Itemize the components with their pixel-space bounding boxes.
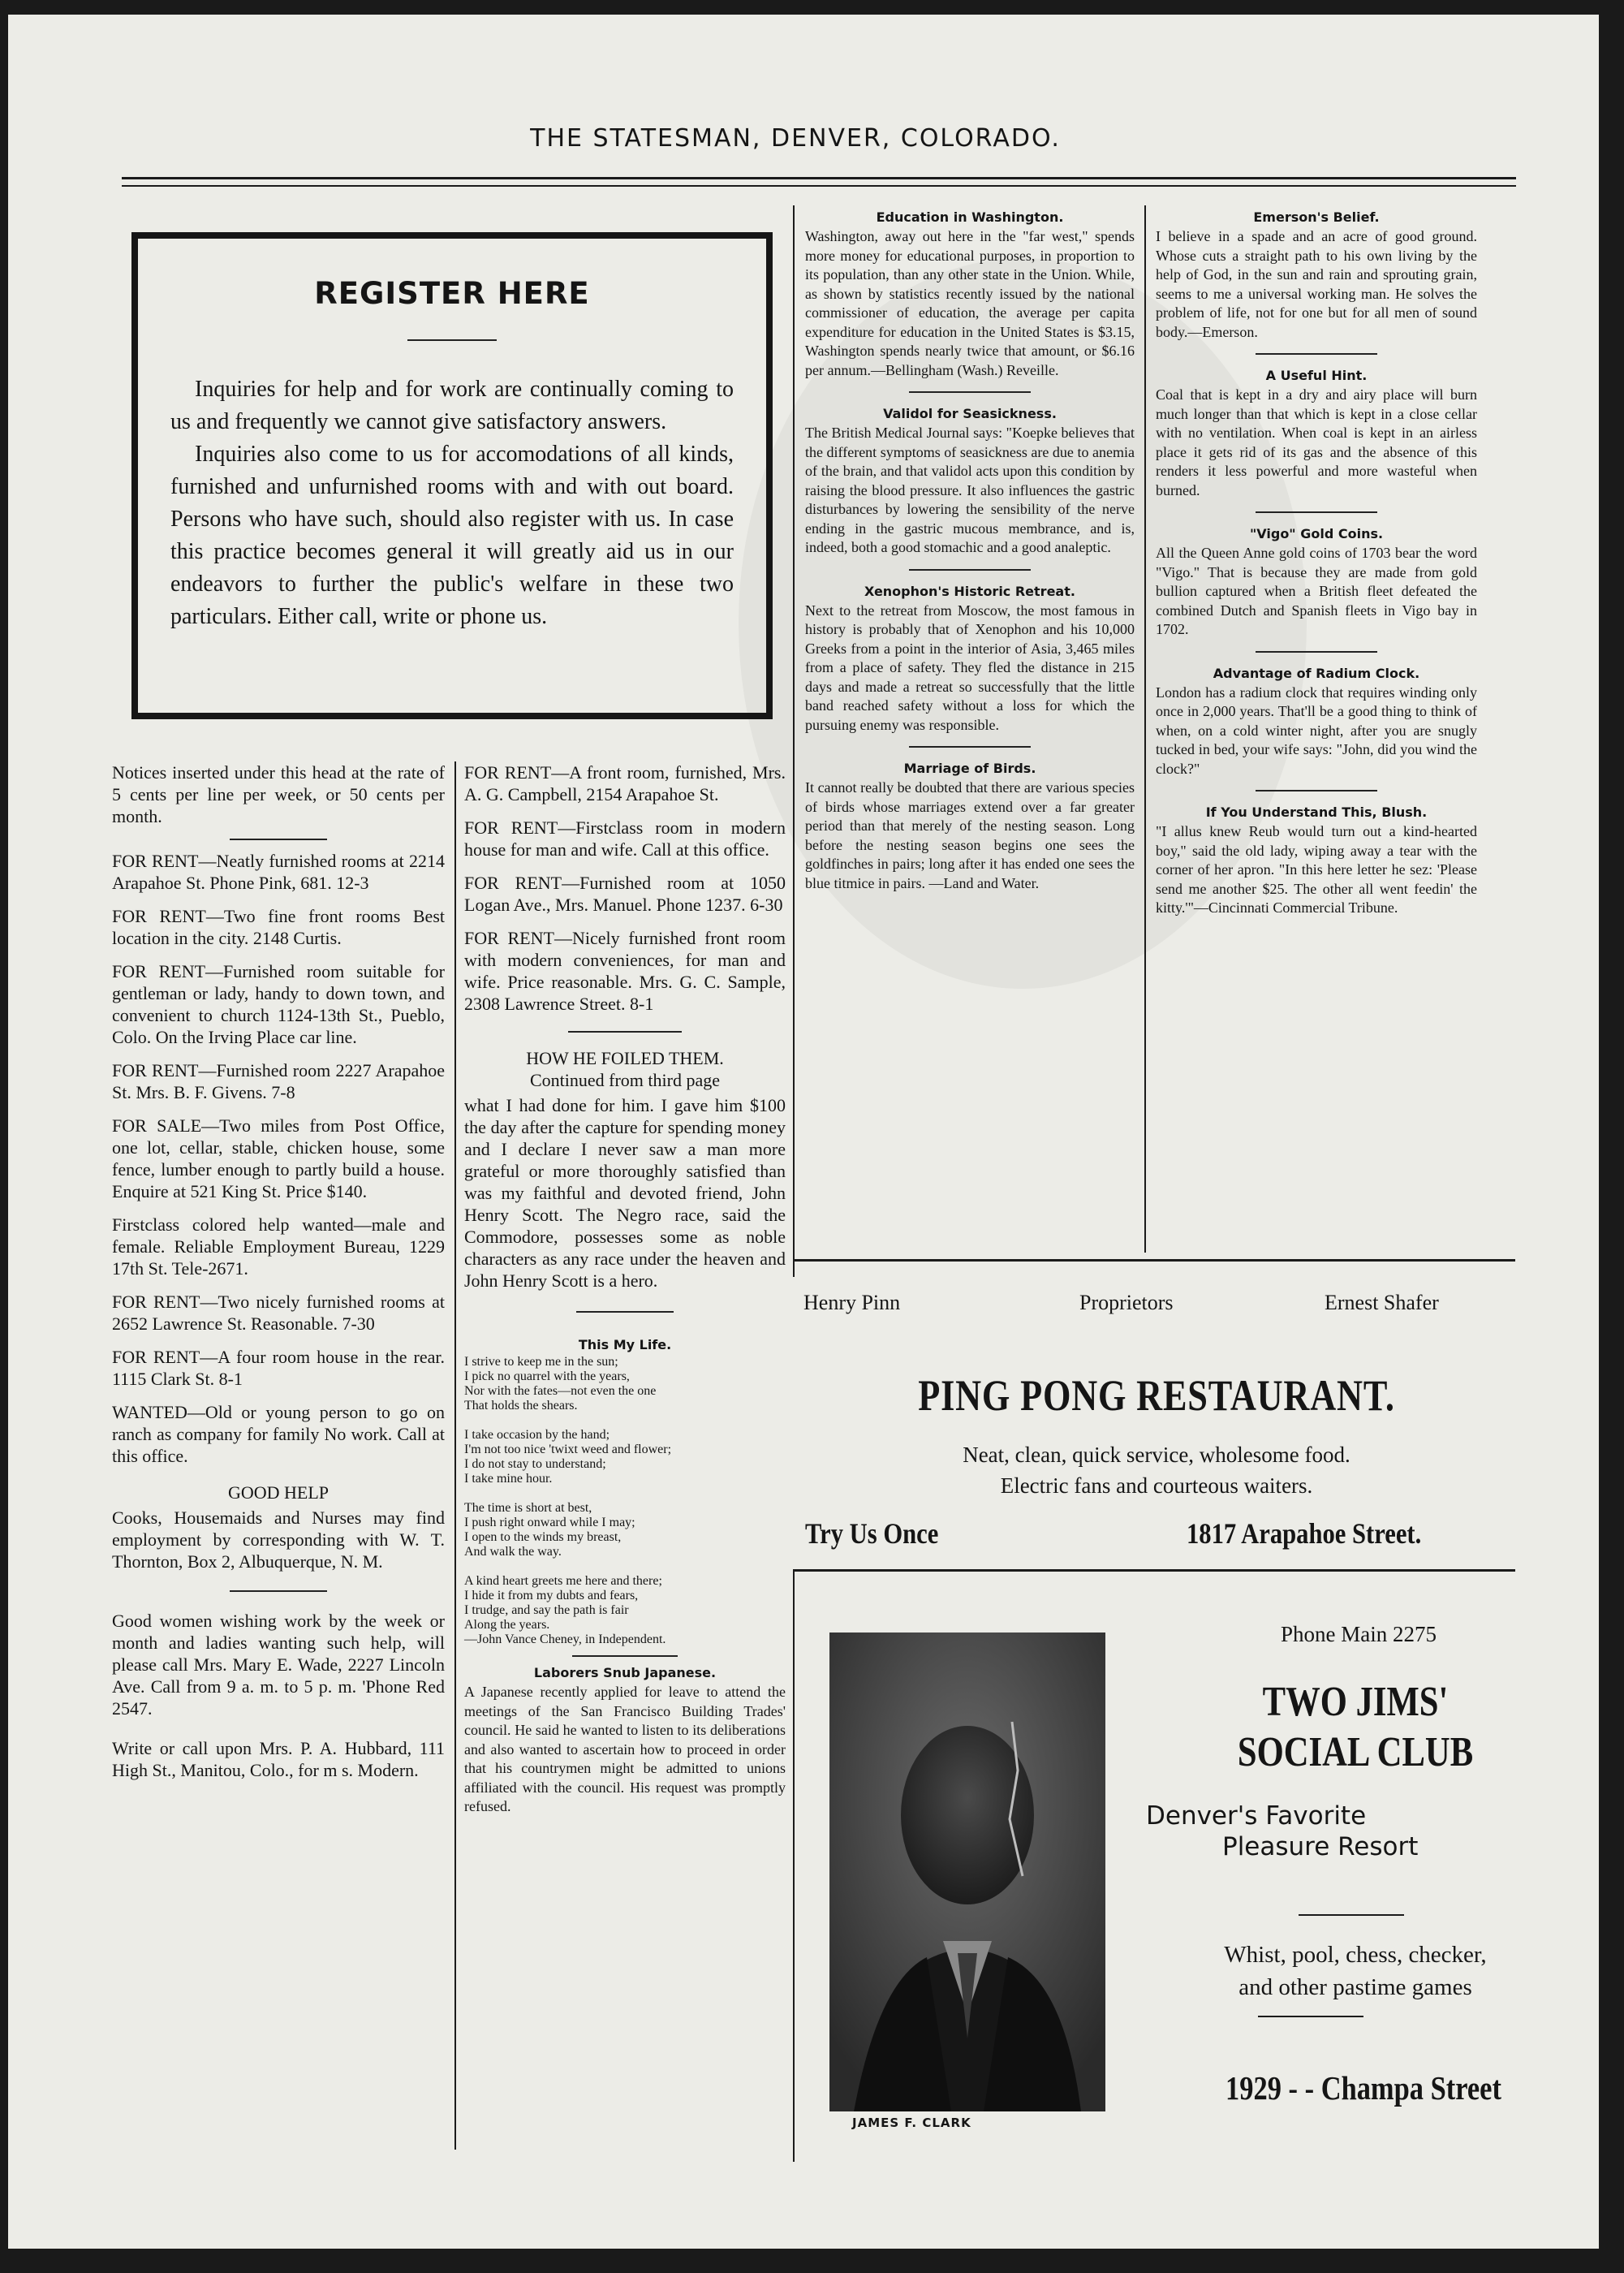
ad-divider-rule — [793, 1569, 1515, 1572]
article-text: Next to the retreat from Moscow, the most famous in history is probably that of Xenophon and his 10,000 Greeks from a point in the interior of Asia, 3,465 miles from a place of safety. They fled the distance in 215 days and made a retreat so successfully that the little band reached safety without a loss for which the pursuing enemy was responsible. — [805, 602, 1135, 733]
ping-pong-try: Try Us Once — [805, 1517, 939, 1550]
register-title: REGISTER HERE — [314, 276, 590, 311]
separator — [572, 1655, 678, 1657]
ping-pong-description — [803, 1439, 1510, 1501]
photo-caption: JAMES F. CLARK — [852, 2116, 971, 2130]
column-divider-lower — [793, 1569, 795, 2162]
article-title: If You Understand This, Blush. — [1205, 804, 1428, 820]
ping-pong-title: PING PONG RESTAURANT. — [918, 1371, 1395, 1420]
separator — [1256, 511, 1377, 513]
classified-item: FOR RENT—Furnished room at 1050 Logan Ave., Mrs. Manuel. Phone 1237. 6-30 — [464, 873, 786, 915]
club-title — [1169, 1677, 1541, 1778]
article-text: Washington, away out here in the "far west," spends more money for educational purposes, in proportion to its population, than any other state in the Union. While, as shown by statistics recently issued by the national commissioner of education, the average per capita expenditure for education in the United States is $3.15, Washington spends nearly twice that amount, or $6.16 per annum.—Bellingham (Wash.) Reveille. — [805, 228, 1135, 378]
classified-item: FOR RENT—Firstclass room in modern house for man and wife. Call at this office. — [464, 817, 786, 860]
article-text: All the Queen Anne gold coins of 1703 bear the word "Vigo." That is because they are made from gold bullion captured when a British fleet defeated the combined Dutch and Spanish fleets in Vigo bay in 1702. — [1156, 545, 1477, 637]
club-subtitle-line-1: Denver's Favorite — [1146, 1801, 1367, 1831]
ping-pong-address: 1817 Arapahoe Street. — [1187, 1517, 1422, 1550]
club-title-line-1: TWO JIMS' — [1262, 1679, 1449, 1725]
article-text: Coal that is kept in a dry and airy place will burn much longer than that which is kept in a close cellar with no ventilation. When coal is kept in an airless place it gets rid of its gas and the absence of this renders it less powerful and more wasteful when burned. — [1156, 386, 1477, 498]
ad-top-rule — [793, 1259, 1515, 1262]
article-title: "Vigo" Gold Coins. — [1249, 526, 1384, 541]
laborers-text: A Japanese recently applied for leave to attend the meetings of the San Francisco Building Trades' council. He said he wanted to listen to its deliberations and also wanted to ascertain how to proceed in order that his countrymen might be admitted to unions affiliated with the council. His request was promptly refused. — [464, 1684, 786, 1814]
separator — [1256, 353, 1377, 355]
club-rule — [1299, 1914, 1404, 1916]
article-text: It cannot really be doubted that there are various species of birds whose marriages extend over a far greater period than that merely of the nesting season. Long before the nesting season begins one sees the goldfinches in pairs; long after it has ended one sees the blue titmice in pairs. —Land and Water. — [805, 779, 1135, 891]
article-title: Validol for Seasickness. — [883, 406, 1057, 421]
separator — [909, 569, 1031, 571]
club-phone: Phone Main 2275 — [1281, 1622, 1437, 1646]
separator — [1256, 651, 1377, 653]
separator — [576, 1311, 674, 1313]
news-column-3 — [805, 209, 1135, 893]
register-paragraph-1: Inquiries for help and for work are continually coming to us and frequently we cannot give satisfactory answers. — [170, 377, 734, 434]
classified-item: Firstclass colored help wanted—male and female. Reliable Employment Bureau, 1229 17th St. Tele-2671. — [112, 1214, 445, 1279]
article-title: Education in Washington. — [876, 209, 1064, 225]
ping-pong-line-1: Neat, clean, quick service, wholesome food. — [963, 1443, 1350, 1467]
poem-title: This My Life. — [578, 1337, 672, 1352]
register-paragraph-2: Inquiries also come to us for accomodations of all kinds, furnished and unfurnished rooms with and with out board. Persons who have such, should also register with us. In case this practice becomes general it will greatly aid us in our endeavors to further the public's welfare in these two particulars. Either call, write or phone us. — [170, 442, 734, 629]
news-column-4 — [1156, 209, 1477, 918]
club-games — [1128, 1939, 1583, 2003]
classified-item: FOR RENT—A front room, furnished, Mrs. A. G. Campbell, 2154 Arapahoe St. — [464, 762, 786, 804]
register-rule — [407, 339, 497, 341]
article-text: "I allus knew Reub would turn out a kind-hearted boy," said the old lady, wiping away a tear with the corner of her apron. "In this here letter he sez: 'Please send me another $25. The other all went feedin' the kitty.'"—Cincinnati Commercial Tribune. — [1156, 823, 1477, 916]
separator — [230, 839, 327, 840]
club-games-line-1: Whist, pool, chess, checker, — [1224, 1942, 1487, 1968]
good-help-text: Cooks, Housemaids and Nurses may find employment by corresponding with W. T. Thornton, Box 2, Albuquerque, N. M. — [112, 1507, 445, 1572]
article-title: Emerson's Belief. — [1253, 209, 1380, 225]
ad-role: Proprietors — [1079, 1291, 1174, 1314]
club-subtitle-line-2: Pleasure Resort — [1222, 1832, 1419, 1861]
separator — [909, 391, 1031, 393]
laborers-title: Laborers Snub Japanese. — [533, 1665, 717, 1680]
article-text: London has a radium clock that requires winding only once in 2,000 years. That'll be a good thing to think of when, on a cold winter night, after you are snugly tucked in bed, your wife says: "John, did you wind the clock?" — [1156, 684, 1477, 777]
write-or-call-text: Write or call upon Mrs. P. A. Hubbard, 111 High St., Manitou, Colo., for m s. Modern. — [112, 1738, 445, 1780]
separator — [230, 1590, 327, 1592]
club-address: 1929 - - Champa Street — [1226, 2069, 1501, 2107]
article-title: Marriage of Birds. — [903, 761, 1036, 776]
classifieds-column-mid — [464, 761, 786, 1817]
classified-item: WANTED—Old or young person to go on ranch as company for family No work. Call at this office. — [112, 1402, 445, 1466]
classified-item: FOR SALE—Two miles from Post Office, one lot, cellar, stable, chicken house, some fence, lumber enough to partly build a house. Enquire at 521 King St. Price $140. — [112, 1115, 445, 1201]
ping-pong-line-2: Electric fans and courteous waiters. — [1000, 1473, 1313, 1498]
column-divider-right — [1144, 205, 1146, 1253]
register-here-box — [131, 232, 773, 719]
article-title: A Useful Hint. — [1265, 368, 1368, 383]
foiled-title: HOW HE FOILED THEM. — [526, 1048, 724, 1068]
column-divider-left — [454, 761, 456, 2150]
article-title: Xenophon's Historic Retreat. — [864, 583, 1075, 599]
masthead: THE STATESMAN, DENVER, COLORADO. — [530, 124, 1061, 153]
classified-item: FOR RENT—Furnished room 2227 Arapahoe St. Mrs. B. F. Givens. 7-8 — [112, 1060, 445, 1102]
masthead-rule — [122, 177, 1516, 179]
classified-item: FOR RENT—Neatly furnished rooms at 2214 Arapahoe St. Phone Pink, 681. 12-3 — [112, 851, 445, 893]
foiled-subtitle: Continued from third page — [529, 1070, 720, 1090]
good-help-title: GOOD HELP — [227, 1482, 330, 1503]
column-divider-main — [793, 205, 795, 1277]
separator — [1256, 790, 1377, 791]
ad-owner-1: Henry Pinn — [803, 1291, 901, 1314]
classified-item: FOR RENT—Furnished room suitable for gentleman or lady, handy to down town, and convenient to church 1124-13th St., Pueblo, Colo. On the Irving Place car line. — [112, 961, 445, 1047]
newspaper-page — [8, 15, 1599, 2249]
classified-item: FOR RENT—Two nicely furnished rooms at 2652 Lawrence St. Reasonable. 7-30 — [112, 1292, 445, 1334]
masthead-rule-2 — [122, 185, 1516, 187]
club-title-line-2: SOCIAL CLUB — [1237, 1729, 1474, 1775]
article-title: Advantage of Radium Clock. — [1213, 665, 1420, 681]
separator — [568, 1031, 682, 1033]
classified-item: FOR RENT—Two fine front rooms Best location in the city. 2148 Curtis. — [112, 906, 445, 948]
portrait-photo — [829, 1633, 1105, 2111]
article-text: The British Medical Journal says: "Koepke believes that the different symptoms of seasickness are due to anemia of the brain, and that validol acts upon this condition by raising the blood pressure. It also influences the gastric disturbances by lowering the sensibility of the nerve ending in the gastric mucous membrance, and is, indeed, both a good stomachic and a good analeptic. — [805, 425, 1135, 555]
club-rule — [1258, 2016, 1363, 2017]
classified-item: FOR RENT—A four room house in the rear. 1115 Clark St. 8-1 — [112, 1347, 445, 1389]
club-games-line-2: and other pastime games — [1238, 1974, 1472, 2000]
classifieds-column-left — [112, 761, 445, 1792]
article-text: I believe in a spade and an acre of good ground. Whose cuts a straight path to his own living by the help of God, in the sun and rain and sprouting grain, seems to me a universal working man. He solves the problem of life, not for one but for all men of sound body.—Emerson. — [1156, 228, 1477, 340]
foiled-text: what I had done for him. I gave him $100 the day after the capture for spending money and I declare I never saw a man more grateful or more thoroughly satisfied than was my faithful and devoted friend, John Henry Scott. The Negro race, said the Commodore, possesses some as noble characters as any race under the heaven and John Henry Scott is a hero. — [464, 1095, 786, 1291]
classified-notice: Notices inserted under this head at the rate of 5 cents per line per week, or 50 cents per month. — [112, 762, 445, 826]
separator — [909, 746, 1031, 748]
ad-owner-2: Ernest Shafer — [1325, 1291, 1439, 1314]
poem-text: I strive to keep me in the sun; I pick no quarrel with the years, Nor with the fates—not even the one That holds the shears. I take occasion by the hand; I'm not too nice 'twixt weed and flower; I do not stay to understand; I take mine hour. The time is short at best, I push right onward while I may; I open to the winds my breast, And walk the way. A kind heart greets me here and there; I hide it from my dubts and fears, I trudge, and say the path is fair Along the years. —John Vance Cheney, in Independent. — [464, 1355, 672, 1646]
good-women-text: Good women wishing work by the week or month and ladies wanting such help, will please call Mrs. Mary E. Wade, 2227 Lincoln Ave. Call from 9 a. m. to 5 p. m. 'Phone Red 2547. — [112, 1611, 445, 1719]
portrait-image — [829, 1633, 1105, 2111]
club-subtitle — [1128, 1801, 1583, 1862]
classified-item: FOR RENT—Nicely furnished front room with modern conveniences, for man and wife. Price reasonable. Mrs. G. C. Sample, 2308 Lawrence Street. 8-1 — [464, 928, 786, 1014]
